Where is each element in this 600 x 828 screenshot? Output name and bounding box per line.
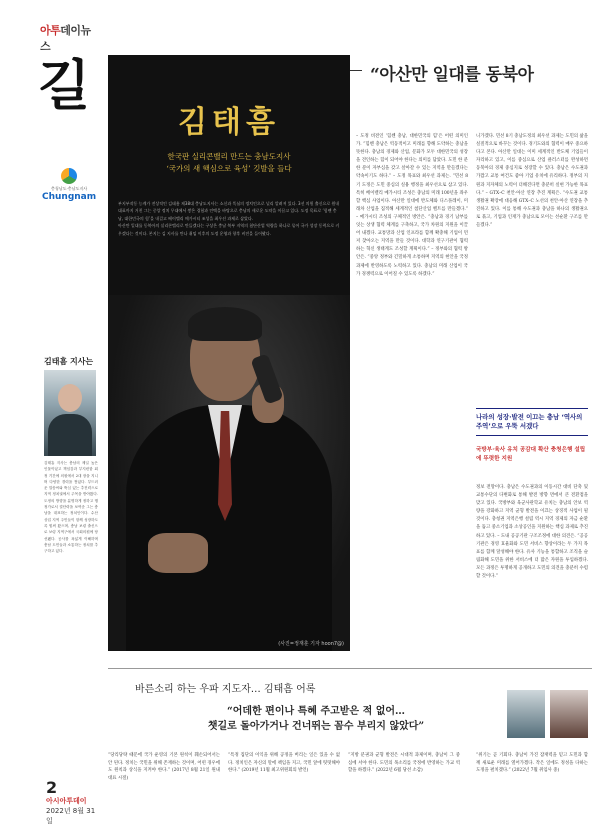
quotes-kicker: 바른소리 하는 우파 지도자… 김태흠 어록 [135, 684, 316, 695]
column-paragraph: – 도정 비전인 ‘힘쎈 충남, 대한민국의 힘’은 어떤 의미인가. “힘쎈 충남은 역동적이고 미래를 향해 도약하는 충남을 뜻한다. 충남의 경제와 산업, 문화가 모두 대한민국의 성장을 견인하는 힘이 되어야 한다는 의미를 담았다. 도민 한 분 한 분이 자부심을 갖고 살아갈 수 있는 지역을 만들겠다는 약속이기도 하다.” – 도정 목표와 최우선 과제는. “민선 8기 도정은 도민 중심의 실용 행정을 최우선으로 삼고 있다. 특히 베이밸리 메가시티 조성은 충남의 미래 100년을 좌우할 핵심 사업이다. 아산만 일대에 반도체와 디스플레이, 미래차 산업을 집적해 세계적인 첨단산업 벨트를 만들겠다.” – 메가시티 조성의 구체적인 방안은. “충남과 경기 남부를 잇는 상생 협력 체계를 구축하고, 국가 차원의 지원을 이끌어 내겠다. 교통망과 산업 인프라를 함께 확충해 기업이 먼저 찾아오는 지역을 만들 것이다. 대학과 연구기관이 협력하는 혁신 생태계도 조성할 계획이다.” – 정부와의 협력 방안은. “중앙 정부와 긴밀하게 소통하며 지역의 현안을 국정 과제에 반영하도록 노력하고 있다. 충남의 미래 산업이 국가 경쟁력으로 이어질 수 있도록 하겠다.” [356, 134, 468, 277]
logo-english-text: Chungnam [42, 192, 97, 202]
quotes-title [196, 704, 436, 734]
hero-subtitle-line1: 한국판 실리콘밸리 만드는 충남도지사 [167, 152, 291, 161]
section-divider [108, 668, 592, 669]
quotes-title-line1: “어데한 편이나 특혜 주고받은 적 없어… [226, 706, 406, 717]
sub-headline: 국방부·육사 유치 공감대 확산 충청은행 설립에 뚜렷한 지원 [476, 447, 586, 462]
brand-logo: 아투데이뉴스 [40, 24, 91, 53]
article-column-a [356, 133, 468, 279]
quote-column [348, 752, 460, 775]
hero-lede [118, 200, 340, 237]
hero-subtitle-line2: ‘국가의 새 핵심으로 육성’ 깃발을 들다 [166, 164, 292, 173]
section-title-char: 길 [38, 53, 91, 117]
quote-column [476, 752, 588, 775]
quote-text: “당리당략 때문에 국가 운영의 기본 원칙이 훼손되어서는 안 된다. 정치는 국민을 위해 존재하는 것이며, 어떤 경우에도 원칙과 상식을 지켜야 한다.” (2017년 8월 21일 원내대표 시절) [108, 753, 220, 781]
lede-paragraph: 부지부작동 능계가 전상적인 김태흠 제38대 충남도지사는 소신과 뚝심의 정치인으로 널리 알려져 있다. 3선 의원 출신으로 원내대표까지 거친 그는 중앙 정치 무대에서 쌓은 경험과 인맥을 바탕으로 충남의 새로운 도약을 이끌고 있다. 도정 목표로 ‘힘쎈 충남, 대한민국의 힘’을 내걸고 베이밸리 메가시티 조성을 최우선 과제로 삼았다. [118, 201, 340, 221]
chungnam-emblem-icon [61, 168, 77, 184]
page-number: 2 [46, 778, 58, 797]
quote-text: “위기는 곧 기회다. 충남이 가진 잠재력을 믿고 도민과 함께 새로운 미래를 열어가겠다. 작은 일에도 정성을 다하는 도정을 펼치겠다.” (2022년 7월 취임사 중) [476, 753, 588, 774]
sidebar [0, 0, 100, 828]
quotes-title-line2: 챗길로 돌아가거나 건너뛰는 꼼수 부리지 않았다” [207, 721, 425, 732]
profile-title: 김태흠 지사는 [44, 357, 94, 366]
chungnam-logo [42, 168, 96, 202]
publication-date: 2022년 8월 31일 [46, 807, 96, 825]
publisher: 아시아투데이 [46, 797, 87, 805]
article-column-b-bottom [476, 484, 588, 581]
column-paragraph: 정보 전망이다. 충남은 수도권과의 이동시간 대비 단축 및 교통수단의 다변화로 통해 발전 방향 면에서 큰 전환점을 맞고 있다. 국방부와 육군사관학교 유치는 충남의 안보 역량을 강화하고 지역 균형 발전을 이끄는 상징적 사업이 될 것이다. 충청권 지역은행 설립 역시 지역 경제의 자금 순환을 돕고 중소기업과 소상공인을 지원하는 핵심 과제로 추진하고 있다. – 도내 공공기관 구조조정에 대한 의견은. “공공기관은 경영 효율화와 도민 서비스 향상이라는 두 가지 목표를 함께 달성해야 한다. 유사 기능을 통합하고 조직을 슬림화해 도민을 위한 서비스에 더 많은 자원을 투입하겠다. 모든 과정은 투명하게 공개하고 도민의 의견을 충분히 수렴할 것이다.” [476, 485, 588, 580]
quote-photo [507, 690, 545, 738]
quote-column [228, 752, 340, 775]
hero-photo [108, 295, 350, 651]
quote-text: “특정 집단의 이익을 위해 공정을 버리는 일은 있을 수 없다. 정치인은 자신의 말에 책임을 지고, 국민 앞에 떳떳해야 한다.” (2019년 11월 최고위원회의 발언) [228, 753, 340, 774]
brand-suffix: 데이뉴스 [40, 24, 91, 53]
column-paragraph: 니가겠다. 민선 8기 충남도정의 최우선 과제는 도민의 삶을 실질적으로 바꾸는 것이다. 경기도와의 협력이 매우 중요하다고 본다. 아산만 일대는 이미 세계적인 반도체 기업들이 자리하고 있고, 이를 중심으로 산업 클러스터를 완성하면 동북아의 경제 중심지로 성장할 수 있다. 충남은 수도권과 가깝고 교통 여건도 좋아 기업 유치에 유리하다. 정부의 지원과 지자체의 노력이 더해진다면 충분히 실현 가능한 목표다.” – GTX–C 천안·아산 연장 추진 계획은. “수도권 교통 생활권 확장에 대응해 GTX–C 노선의 천안·아산 연장을 추진하고 있다. 이를 통해 수도권과 충남을 하나의 생활권으로 묶고, 기업과 인재가 충남으로 모이는 선순환 구조를 만들겠다.” [476, 134, 588, 229]
profile-text: 김태흠 지사는 충남의 제일 높은 인물이었고 책임감과 부지런함 회정 기간에 의원에서 2대 장을 지니며 다양한 경력을 쌓았다. 부드러운 말솜씨와 뚝심 있는 추진력으로 지역 정치권에서 주목을 받아왔다. 도정의 방향을 분명하게 정하고 행정가로서 결단력을 보여준 그는 충남을 대표하는 정치인이다. 수산 상업 지역 주민들이 함께 성장하도록 힘써 왔으며, 충남 보령 출신으로 보령 지역구에서 국회의원에 당선됐다. 공사를 폭넓게 이해하며 충남 도민들과 소통하는 정치를 추구하고 있다. [44, 461, 98, 554]
logo-korean-text: 충청남도·충남도지사 [51, 186, 88, 191]
pull-quote: 나라의 성장·발전 이끄는 충남 ‘역사의 주역’으로 우뚝 서겠다 [476, 408, 588, 436]
hero-name: 김태흠 [178, 105, 280, 140]
profile-photo [44, 370, 96, 456]
hero-panel [108, 55, 350, 651]
article-column-b-top [476, 133, 588, 230]
photo-caption: (사진=정재훈 기자 hoon7@) [278, 641, 344, 647]
hero-subtitle [118, 151, 340, 175]
lede-paragraph: 아산만 일대를 동북아의 실리콘밸리로 만들겠다는 구상은 충남 북부 지역의 첨단산업 역량을 하나로 묶어 국가 성장 동력으로 키우겠다는 것이다. 본지는 김 지사를 만나 취임 이후의 도정 운영과 향후 비전을 들어봤다. [118, 223, 340, 236]
quote-column [108, 752, 220, 782]
quote-text: “지방 분권과 균형 발전은 시대적 과제이며, 충남이 그 중심에 서야 한다. 도민의 목소리를 국정에 반영하는 가교 역할을 하겠다.” (2022년 6월 당선 소감) [348, 753, 460, 774]
quote-photo [550, 690, 588, 738]
headline: “아산만 일대를 동북아 [370, 65, 534, 85]
